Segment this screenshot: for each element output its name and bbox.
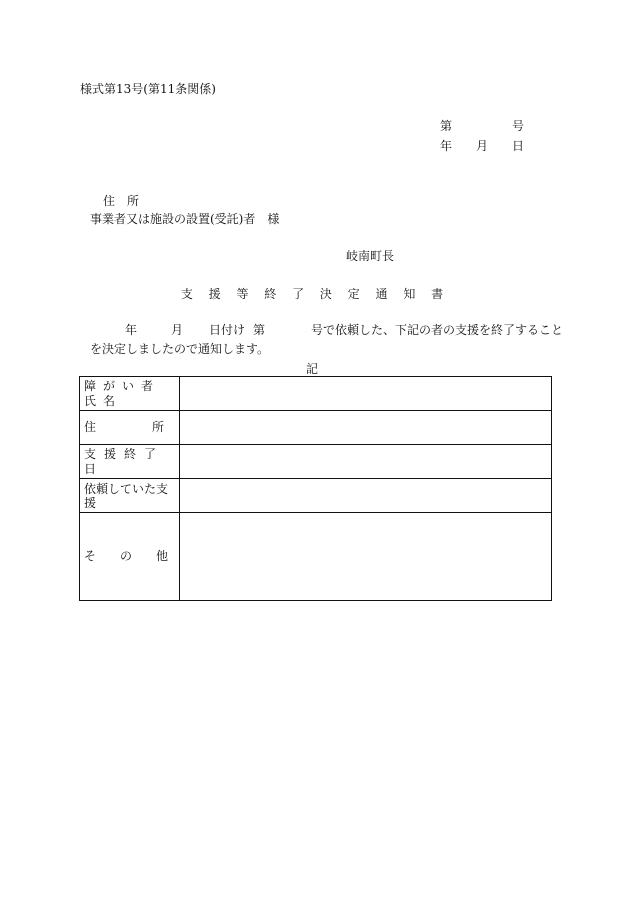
row-label: 依頼していた支援 <box>84 481 169 510</box>
row-label: 支援終了日 <box>84 447 165 476</box>
form-number: 様式第13号(第11条関係) <box>80 82 216 96</box>
issue-date-line <box>440 139 524 153</box>
body-dated: 日付け <box>209 323 246 337</box>
row-value-cell <box>180 377 552 411</box>
date-year: 年 <box>440 139 453 153</box>
table-row <box>80 445 552 479</box>
body-line-2: を決定しましたので通知します。 <box>90 342 270 356</box>
ki-heading: 記 <box>306 362 319 376</box>
table-row <box>80 411 552 445</box>
body-year: 年 <box>125 323 138 337</box>
document-title: 支 援 等 終 了 決 定 通 知 書 <box>180 287 450 301</box>
doc-number-suffix: 号 <box>511 119 524 133</box>
row-label-cell <box>80 377 180 411</box>
table-row <box>80 377 552 411</box>
date-day: 日 <box>511 139 524 153</box>
row-label: そ の 他 <box>84 549 175 564</box>
recipient-name: 事業者又は施設の設置(受託)者 様 <box>90 212 280 226</box>
row-label: 障がい者氏名 <box>84 379 161 408</box>
row-value-cell <box>180 513 552 601</box>
date-month: 月 <box>475 139 488 153</box>
row-label-cell <box>80 411 180 445</box>
body-line-1 <box>125 323 563 337</box>
row-label-cell <box>80 479 180 513</box>
doc-number-prefix: 第 <box>440 119 453 133</box>
row-value-cell <box>180 411 552 445</box>
body-line1-rest: 号で依頼した、下記の者の支援を終了すること <box>311 323 564 337</box>
row-label-cell <box>80 445 180 479</box>
table-row <box>80 513 552 601</box>
record-table <box>79 376 552 601</box>
sender-name: 岐南町長 <box>346 249 395 263</box>
body-month: 月 <box>171 323 184 337</box>
table-row <box>80 479 552 513</box>
row-label-cell <box>80 513 180 601</box>
recipient-address-label: 住所 <box>103 194 152 208</box>
document-number-line <box>440 119 524 133</box>
row-value-cell <box>180 479 552 513</box>
row-label: 住 所 <box>84 420 170 435</box>
row-value-cell <box>180 445 552 479</box>
body-no-prefix: 第 <box>253 323 266 337</box>
